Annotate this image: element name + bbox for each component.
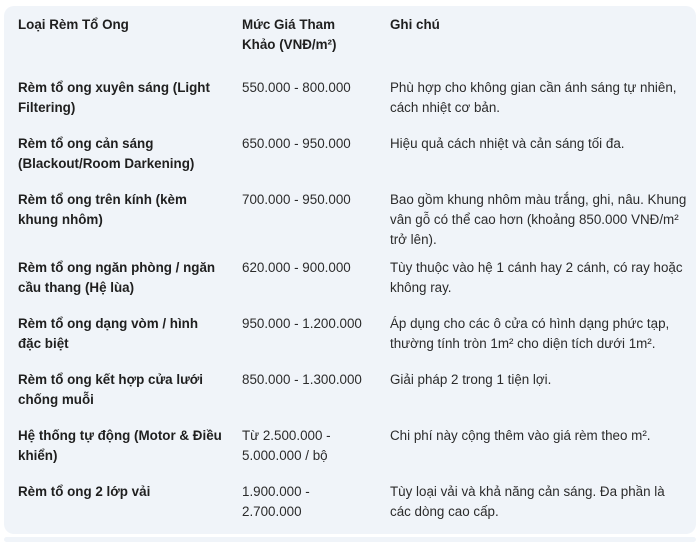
row-note: Giải pháp 2 trong 1 tiện lợi. bbox=[390, 372, 552, 387]
row-price: 550.000 - 800.000 bbox=[242, 80, 351, 95]
row-type: Rèm tổ ong ngăn phòng / ngăn cầu thang (Hệ lùa) bbox=[18, 260, 216, 295]
header-type: Loại Rèm Tổ Ong bbox=[18, 17, 129, 32]
row-price: 650.000 - 950.000 bbox=[242, 136, 351, 151]
row-note: Bao gồm khung nhôm màu trắng, ghi, nâu. Khung vân gỗ có thể cao hơn (khoảng 850.000 VNĐ/m² trở lên). bbox=[390, 192, 687, 247]
row-price: Từ 2.500.000 - 5.000.000 / bộ bbox=[242, 428, 331, 463]
row-note: Tùy thuộc vào hệ 1 cánh hay 2 cánh, có ray hoặc không ray. bbox=[390, 260, 683, 295]
table-row bbox=[4, 70, 696, 126]
table-row bbox=[4, 362, 696, 418]
row-note: Áp dụng cho các ô cửa có hình dạng phức tạp, thường tính tròn 1m² cho diện tích dưới 1m². bbox=[390, 316, 670, 351]
row-price: 620.000 - 900.000 bbox=[242, 260, 351, 275]
row-note: Chi phí này cộng thêm vào giá rèm theo m². bbox=[390, 428, 651, 443]
table-row bbox=[4, 474, 696, 530]
row-note: Tùy loại vải và khả năng cản sáng. Đa phần là các dòng cao cấp. bbox=[390, 484, 665, 519]
table-row bbox=[4, 250, 696, 306]
row-type: Rèm tổ ong kết hợp cửa lưới chống muỗi bbox=[18, 372, 204, 407]
row-type: Rèm tổ ong 2 lớp vải bbox=[18, 484, 151, 499]
horizontal-scrollbar[interactable] bbox=[4, 537, 696, 542]
row-price: 700.000 - 950.000 bbox=[242, 192, 351, 207]
table-row bbox=[4, 418, 696, 474]
row-type: Rèm tổ ong cản sáng (Blackout/Room Darkening) bbox=[18, 136, 195, 171]
table-row bbox=[4, 306, 696, 362]
table-row bbox=[4, 182, 696, 250]
row-type: Hệ thống tự động (Motor & Điều khiển) bbox=[18, 428, 222, 463]
row-price: 1.900.000 - 2.700.000 bbox=[242, 484, 310, 519]
header-note: Ghi chú bbox=[390, 17, 440, 32]
header-price: Mức Giá Tham Khảo (VNĐ/m²) bbox=[242, 17, 337, 52]
price-table-card bbox=[4, 6, 696, 534]
price-table bbox=[4, 6, 696, 530]
table-header-row bbox=[4, 6, 696, 70]
row-note: Hiệu quả cách nhiệt và cản sáng tối đa. bbox=[390, 136, 625, 151]
row-type: Rèm tổ ong xuyên sáng (Light Filtering) bbox=[18, 80, 210, 115]
row-price: 850.000 - 1.300.000 bbox=[242, 372, 362, 387]
table-row bbox=[4, 126, 696, 182]
row-note: Phù hợp cho không gian cần ánh sáng tự nhiên, cách nhiệt cơ bản. bbox=[390, 80, 677, 115]
row-type: Rèm tổ ong trên kính (kèm khung nhôm) bbox=[18, 192, 187, 227]
row-price: 950.000 - 1.200.000 bbox=[242, 316, 362, 331]
row-type: Rèm tổ ong dạng vòm / hình đặc biệt bbox=[18, 316, 199, 351]
